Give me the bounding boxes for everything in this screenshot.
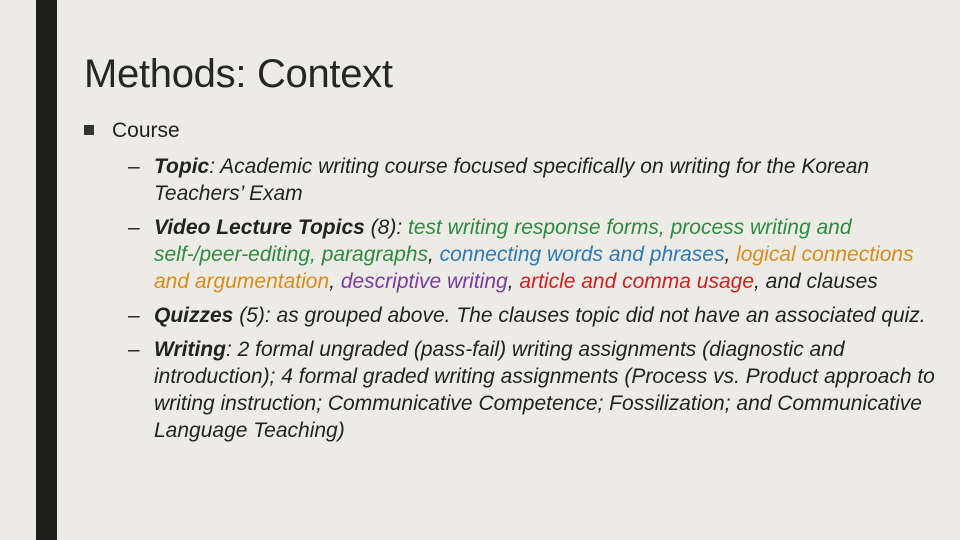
dash-marker: – (128, 155, 140, 178)
sub-bullet-text-segment: : Academic writing course focused specifically on writing for the Korean Teachers’ Exam (154, 155, 870, 205)
sub-bullet-item (128, 302, 948, 329)
sub-bullet-text-segment: , (427, 243, 440, 266)
sub-bullet-text-segment: logical connections and argumentation (154, 243, 914, 293)
slide-title: Methods: Context (84, 52, 393, 96)
dash-marker: – (128, 304, 140, 327)
square-bullet-icon (84, 125, 94, 135)
sub-bullet-text-segment: (8): (364, 216, 408, 239)
sub-bullet-text-segment: descriptive writing (340, 270, 508, 293)
sub-bullet-text-segment: , (329, 270, 341, 293)
sub-bullet-label: Quizzes (154, 304, 234, 327)
sub-bullet-label: Video Lecture Topics (154, 216, 365, 239)
sub-bullet-text-segment: , (724, 243, 737, 266)
sub-bullet-text-segment: article and comma usage (519, 270, 755, 293)
sub-bullet-label: Writing (154, 338, 226, 361)
bullet-course-text: Course (112, 119, 180, 142)
sub-bullet-text-segment: connecting words and phrases (439, 243, 725, 266)
sub-bullet-item (128, 214, 948, 295)
sub-bullet-list (128, 153, 948, 451)
dash-marker: – (128, 216, 140, 239)
sub-bullet-text-segment: , (507, 270, 520, 293)
sub-bullet-text-segment: : 2 formal ungraded (pass-fail) writing assignments (diagnostic and introduction); 4 formal graded writing assignments (Process vs. Product approach to writing instruction; Communicative Competence; Fossilization; and Communicative Language Teaching) (154, 338, 935, 442)
sub-bullet-text-segment: (5): as grouped above. The clauses topic did not have an associated quiz. (233, 304, 926, 327)
sub-bullet-item (128, 336, 948, 444)
bullet-course (84, 119, 180, 143)
sub-bullet-text-segment: test writing response forms, process writing and self-/peer-editing, paragraphs (154, 216, 852, 266)
dash-marker: – (128, 338, 140, 361)
sidebar-bar (36, 0, 57, 540)
sub-bullet-text-segment: , and clauses (754, 270, 878, 293)
sub-bullet-item (128, 153, 948, 207)
sub-bullet-label: Topic (154, 155, 210, 178)
